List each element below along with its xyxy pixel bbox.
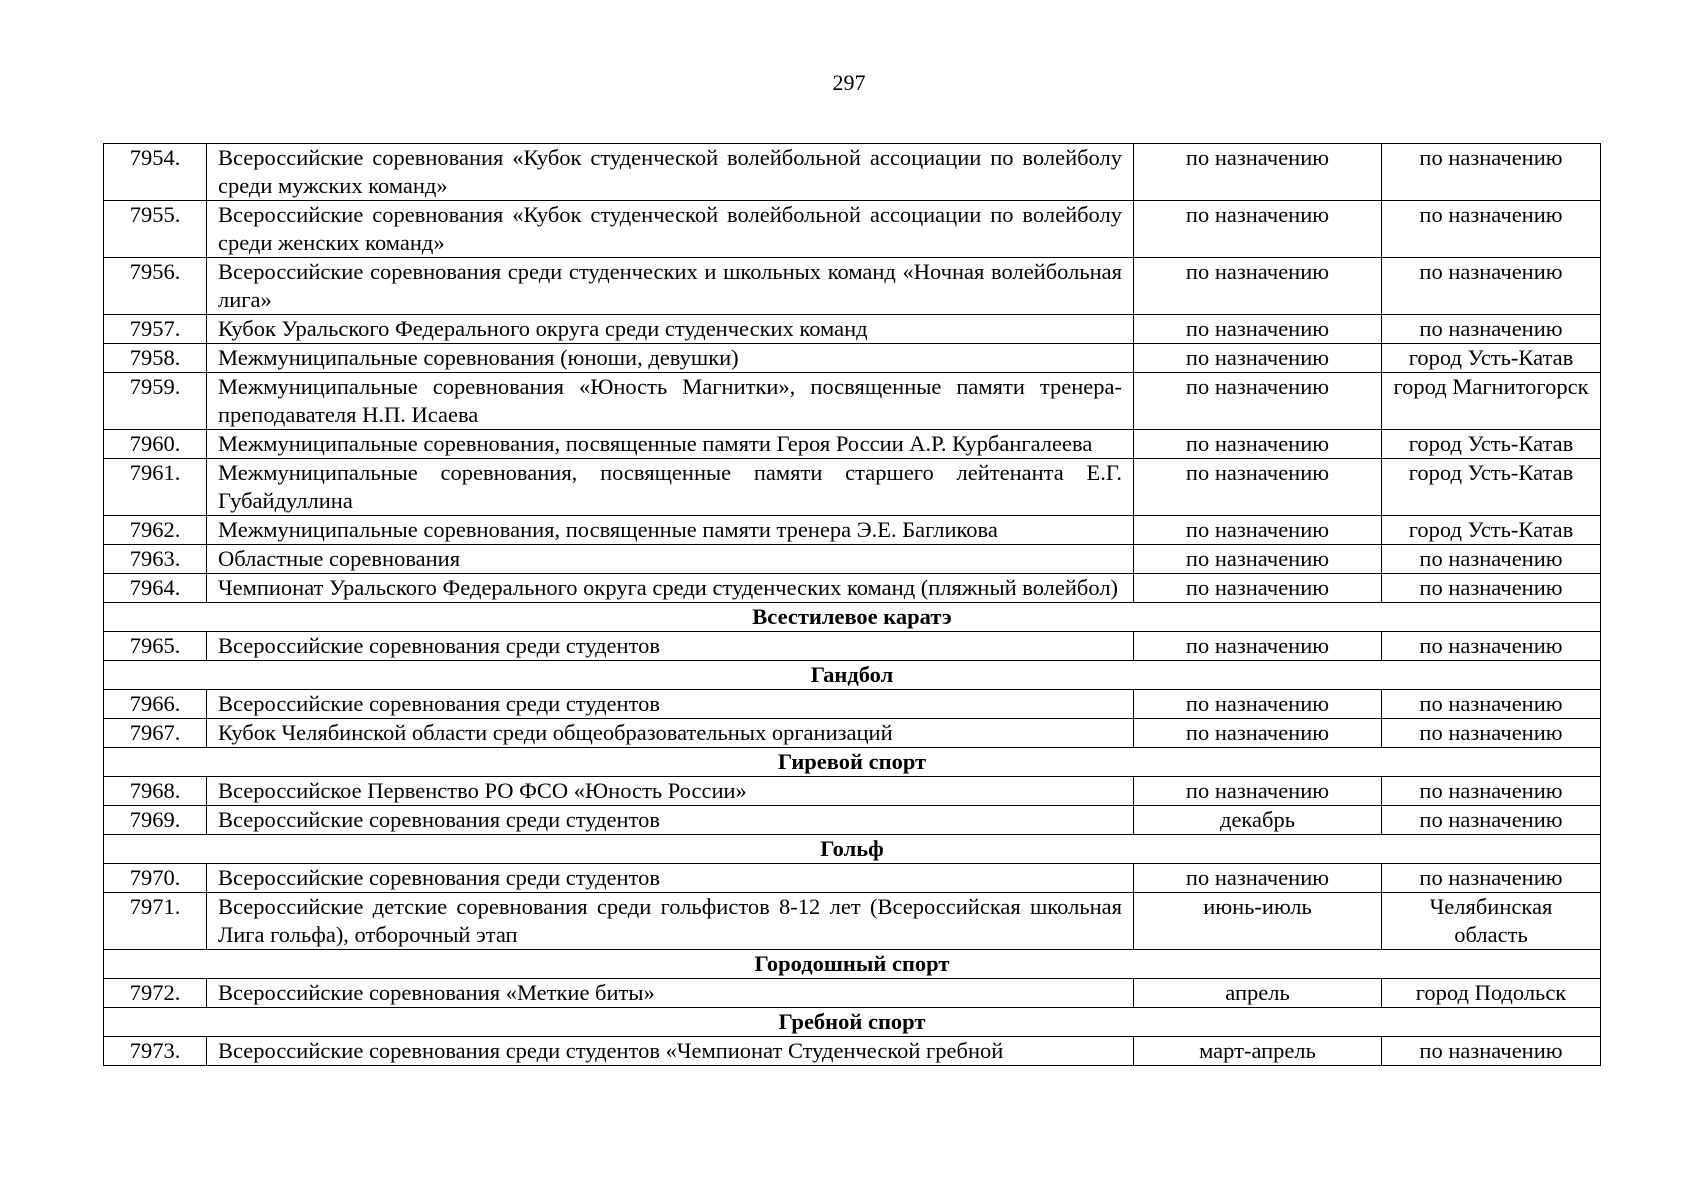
event-place: по назначению	[1382, 719, 1601, 748]
row-number: 7956.	[104, 258, 207, 315]
event-name: Кубок Челябинской области среди общеобразовательных организаций	[207, 719, 1134, 748]
table-row	[104, 864, 1601, 893]
section-title: Гиревой спорт	[104, 748, 1601, 777]
row-number: 7965.	[104, 632, 207, 661]
event-name: Всероссийские детские соревнования среди гольфистов 8-12 лет (Всероссийская школьная Лига гольфа), отборочный этап	[207, 893, 1134, 950]
event-date: по назначению	[1134, 201, 1382, 258]
row-number: 7963.	[104, 545, 207, 574]
event-name: Областные соревнования	[207, 545, 1134, 574]
event-date: по назначению	[1134, 719, 1382, 748]
event-date: по назначению	[1134, 690, 1382, 719]
section-title: Гандбол	[104, 661, 1601, 690]
table-row	[104, 806, 1601, 835]
event-name: Всероссийские соревнования среди студентов	[207, 690, 1134, 719]
event-name: Межмуниципальные соревнования, посвященные памяти Героя России А.Р. Курбангалеева	[207, 430, 1134, 459]
section-header-row	[104, 835, 1601, 864]
section-header-row	[104, 661, 1601, 690]
event-place: по назначению	[1382, 690, 1601, 719]
table-row	[104, 893, 1601, 950]
event-place: по назначению	[1382, 806, 1601, 835]
row-number: 7964.	[104, 574, 207, 603]
section-title: Всестилевое каратэ	[104, 603, 1601, 632]
section-header-row	[104, 950, 1601, 979]
event-place: по назначению	[1382, 144, 1601, 201]
event-name: Всероссийские соревнования среди студентов	[207, 632, 1134, 661]
event-date: по назначению	[1134, 864, 1382, 893]
event-name: Кубок Уральского Федерального округа среди студенческих команд	[207, 315, 1134, 344]
row-number: 7955.	[104, 201, 207, 258]
row-number: 7960.	[104, 430, 207, 459]
row-number: 7968.	[104, 777, 207, 806]
event-name: Всероссийские соревнования среди студенческих и школьных команд «Ночная волейбольная лига»	[207, 258, 1134, 315]
table-row	[104, 777, 1601, 806]
event-place: по назначению	[1382, 258, 1601, 315]
table-row	[104, 315, 1601, 344]
row-number: 7961.	[104, 459, 207, 516]
section-header-row	[104, 603, 1601, 632]
event-name: Всероссийские соревнования среди студентов «Чемпионат Студенческой гребной	[207, 1037, 1134, 1066]
event-name: Всероссийские соревнования среди студентов	[207, 806, 1134, 835]
row-number: 7954.	[104, 144, 207, 201]
event-date: по назначению	[1134, 516, 1382, 545]
event-date: декабрь	[1134, 806, 1382, 835]
event-date: по назначению	[1134, 632, 1382, 661]
table-row	[104, 373, 1601, 430]
section-title: Городошный спорт	[104, 950, 1601, 979]
event-name: Всероссийские соревнования среди студентов	[207, 864, 1134, 893]
table-row	[104, 545, 1601, 574]
event-name: Межмуниципальные соревнования «Юность Магнитки», посвященные памяти тренера-преподавателя Н.П. Исаева	[207, 373, 1134, 430]
section-title: Гольф	[104, 835, 1601, 864]
event-place: по назначению	[1382, 545, 1601, 574]
event-name: Межмуниципальные соревнования, посвященные памяти тренера Э.Е. Багликова	[207, 516, 1134, 545]
table-row	[104, 574, 1601, 603]
event-date: по назначению	[1134, 315, 1382, 344]
table-row	[104, 979, 1601, 1008]
event-name: Всероссийские соревнования «Кубок студенческой волейбольной ассоциации по волейболу среди женских команд»	[207, 201, 1134, 258]
table-row	[104, 719, 1601, 748]
row-number: 7958.	[104, 344, 207, 373]
event-date: по назначению	[1134, 144, 1382, 201]
event-date: по назначению	[1134, 373, 1382, 430]
table-row	[104, 430, 1601, 459]
table-row	[104, 201, 1601, 258]
page-number: 297	[832, 70, 866, 95]
event-date: по назначению	[1134, 574, 1382, 603]
event-name: Всероссийские соревнования «Кубок студенческой волейбольной ассоциации по волейболу среди мужских команд»	[207, 144, 1134, 201]
event-place: по назначению	[1382, 315, 1601, 344]
event-place: по назначению	[1382, 201, 1601, 258]
event-place: по назначению	[1382, 777, 1601, 806]
row-number: 7973.	[104, 1037, 207, 1066]
event-place: по назначению	[1382, 574, 1601, 603]
table-row	[104, 144, 1601, 201]
table-row	[104, 632, 1601, 661]
section-header-row	[104, 748, 1601, 777]
event-date: июнь-июль	[1134, 893, 1382, 950]
event-place: по назначению	[1382, 1037, 1601, 1066]
event-place: город Усть-Катав	[1382, 459, 1601, 516]
table-row	[104, 516, 1601, 545]
event-date: по назначению	[1134, 545, 1382, 574]
row-number: 7967.	[104, 719, 207, 748]
event-name: Чемпионат Уральского Федерального округа среди студенческих команд (пляжный волейбол)	[207, 574, 1134, 603]
event-date: март-апрель	[1134, 1037, 1382, 1066]
events-table	[103, 143, 1601, 1066]
table-row	[104, 344, 1601, 373]
event-place: город Подольск	[1382, 979, 1601, 1008]
row-number: 7959.	[104, 373, 207, 430]
event-place: город Усть-Катав	[1382, 344, 1601, 373]
event-date: апрель	[1134, 979, 1382, 1008]
event-date: по назначению	[1134, 459, 1382, 516]
event-name: Всероссийские соревнования «Меткие биты»	[207, 979, 1134, 1008]
event-date: по назначению	[1134, 344, 1382, 373]
event-name: Межмуниципальные соревнования, посвященные памяти старшего лейтенанта Е.Г. Губайдуллина	[207, 459, 1134, 516]
event-date: по назначению	[1134, 430, 1382, 459]
row-number: 7957.	[104, 315, 207, 344]
row-number: 7969.	[104, 806, 207, 835]
event-place: город Усть-Катав	[1382, 516, 1601, 545]
event-place: город Усть-Катав	[1382, 430, 1601, 459]
row-number: 7966.	[104, 690, 207, 719]
section-title: Гребной спорт	[104, 1008, 1601, 1037]
row-number: 7970.	[104, 864, 207, 893]
table-row	[104, 1037, 1601, 1066]
events-table-body	[104, 144, 1601, 1066]
table-row	[104, 459, 1601, 516]
row-number: 7971.	[104, 893, 207, 950]
row-number: 7962.	[104, 516, 207, 545]
event-name: Межмуниципальные соревнования (юноши, девушки)	[207, 344, 1134, 373]
section-header-row	[104, 1008, 1601, 1037]
event-place: город Магнитогорск	[1382, 373, 1601, 430]
table-row	[104, 258, 1601, 315]
event-place: по назначению	[1382, 864, 1601, 893]
event-date: по назначению	[1134, 777, 1382, 806]
row-number: 7972.	[104, 979, 207, 1008]
event-place: Челябинская область	[1382, 893, 1601, 950]
event-name: Всероссийское Первенство РО ФСО «Юность России»	[207, 777, 1134, 806]
event-date: по назначению	[1134, 258, 1382, 315]
table-row	[104, 690, 1601, 719]
event-place: по назначению	[1382, 632, 1601, 661]
